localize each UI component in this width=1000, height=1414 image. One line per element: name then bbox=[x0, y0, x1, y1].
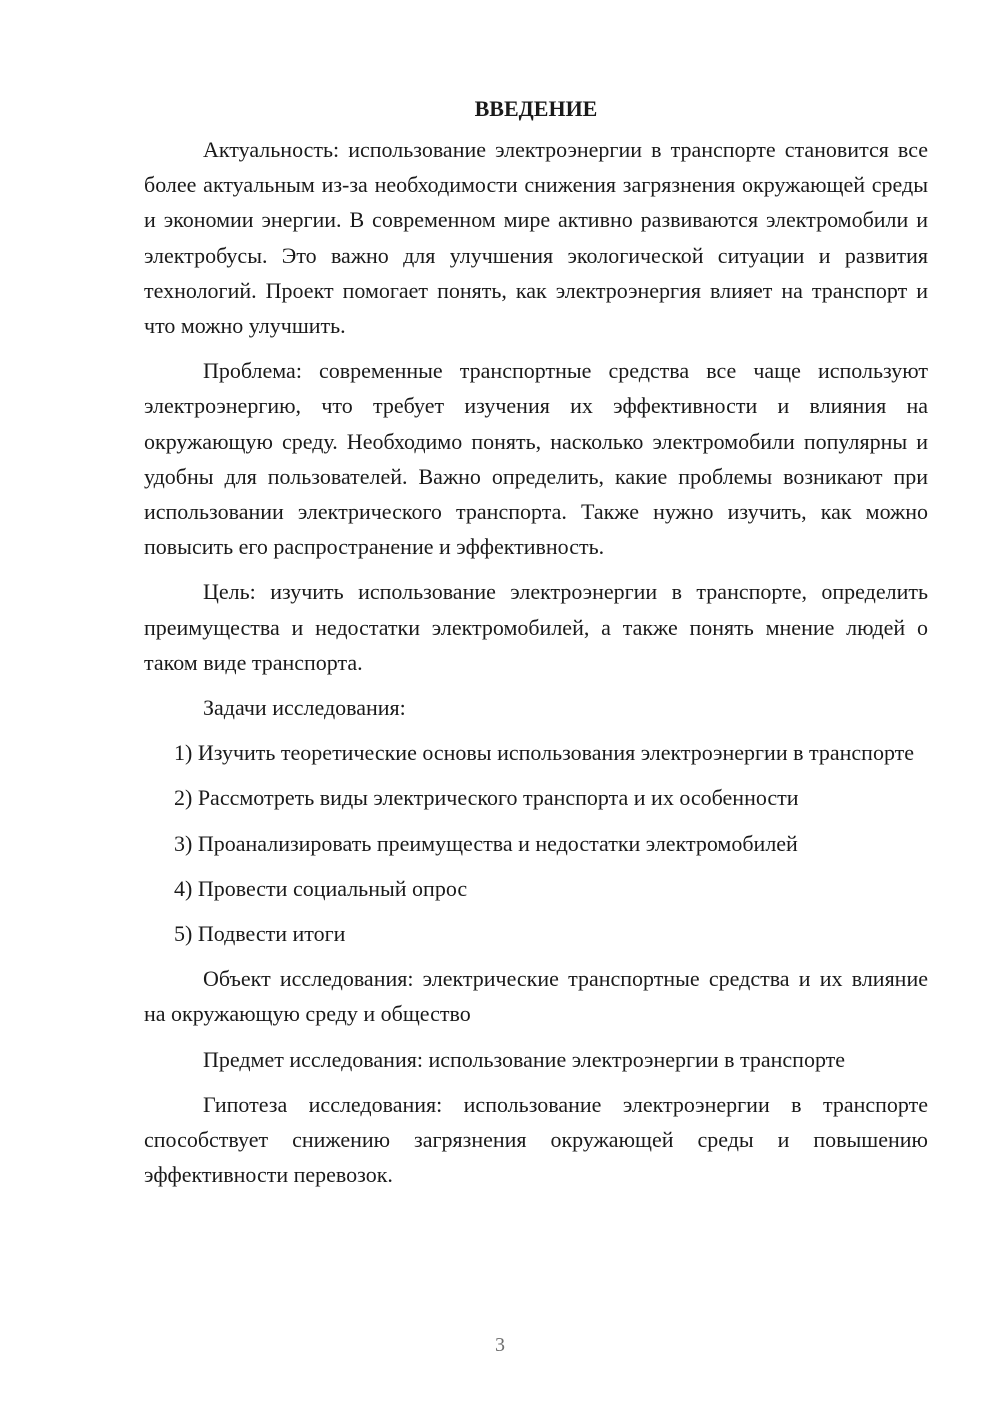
task-item-4: 4) Провести социальный опрос bbox=[174, 875, 468, 901]
object-paragraph: Объект исследования: электрические транспортные средства и их влияние на окружающую среду и общество bbox=[144, 966, 928, 1027]
section-heading: ВВЕДЕНИЕ bbox=[474, 96, 598, 121]
subject-paragraph: Предмет исследования: использование электроэнергии в транспорте bbox=[203, 1046, 846, 1072]
document-page bbox=[144, 94, 928, 1202]
page-number: 3 bbox=[495, 1334, 505, 1356]
task-item-2: 2) Рассмотреть виды электрического транспорта и их особенности bbox=[174, 785, 799, 811]
task-item-5: 5) Подвести итоги bbox=[174, 921, 346, 947]
tasks-heading: Задачи исследования: bbox=[203, 695, 406, 721]
goal-paragraph: Цель: изучить использование электроэнергии в транспорте, определить преимущества и недостатки электромобилей, а также понять мнение людей о таком виде транспорта. bbox=[144, 579, 928, 675]
relevance-paragraph: Актуальность: использование электроэнергии в транспорте становится все более актуальным из-за необходимости снижения загрязнения окружающей среды и экономии энергии. В современном мире активно развиваются электромобили и электробусы. Это важно для улучшения экологической ситуации и развития технологий. Проект помогает понять, как электроэнергия влияет на транспорт и что можно улучшить. bbox=[144, 137, 928, 339]
problem-paragraph: Проблема: современные транспортные средства все чаще используют электроэнергию, что требует изучения их эффективности и влияния на окружающую среду. Необходимо понять, насколько электромобили популярны и удобны для пользователей. Важно определить, какие проблемы возникают при использовании электрического транспорта. Также нужно изучить, как можно повысить его распространение и эффективность. bbox=[144, 358, 928, 560]
task-item-1: 1) Изучить теоретические основы использования электроэнергии в транспорте bbox=[174, 740, 915, 766]
hypothesis-paragraph: Гипотеза исследования: использование электроэнергии в транспорте способствует снижению загрязнения окружающей среды и повышению эффективности перевозок. bbox=[144, 1091, 928, 1188]
task-item-3: 3) Проанализировать преимущества и недостатки электромобилей bbox=[174, 830, 798, 856]
